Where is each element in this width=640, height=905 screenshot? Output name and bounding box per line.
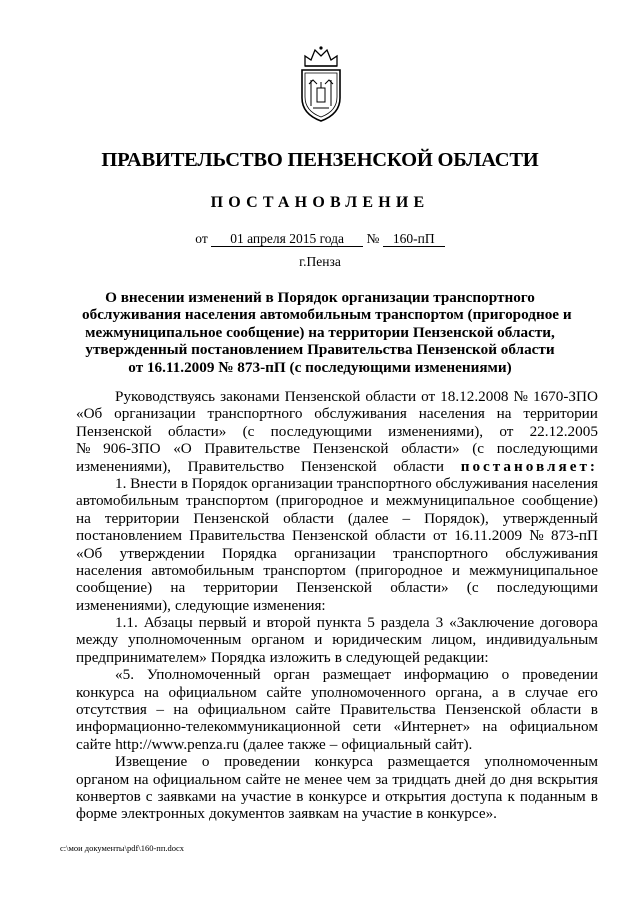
subject-line: О внесении изменений в Порядок организации транспортного (105, 289, 535, 306)
body-line: предпринимателем» Порядка изложить в следующей редакции: (76, 648, 489, 666)
body-line: населения автомобильным транспортом (пригородное и межмуниципальное (76, 561, 598, 579)
body-line: информационно-телекоммуникационной сети «Интернет» на официальном (76, 718, 598, 736)
organization-title: ПРАВИТЕЛЬСТВО ПЕНЗЕНСКОЙ ОБЛАСТИ (101, 149, 539, 171)
body-line: Извещение о проведении конкурса размещается уполномоченным (115, 753, 598, 771)
date-number-line (0, 231, 640, 247)
decree-keyword: постановляет: (460, 457, 598, 475)
document-body (76, 388, 598, 823)
body-line: между уполномоченным органом и юридическим лицом, индивидуальным (76, 631, 598, 649)
body-line: на территории Пензенской области (далее – Порядок), утвержденный (76, 509, 598, 527)
subject-line: межмуниципальное сообщение) на территории Пензенской области, (85, 323, 555, 341)
date-prefix: от (195, 231, 208, 246)
body-line: конвертов с заявками на участие в конкурсе и открытия доступа к поданным в (76, 787, 598, 805)
body-line: «Об утверждении Порядка организации транспортного обслуживания (76, 544, 598, 562)
body-line: «Об организации транспортного обслуживания населения на территории (76, 405, 598, 423)
body-line: «5. Уполномоченный орган размещает информацию о проведении (115, 666, 598, 684)
subject-line: утвержденный постановлением Правительства Пензенской области (85, 341, 555, 359)
body-line: № 906-ЗПО «О Правительстве Пензенской области» (с последующими (76, 440, 598, 458)
body-line: изменениями), Правительство Пензенской области постановляет: (76, 457, 598, 475)
body-line: форме электронных документов заявкам на участие в конкурсе». (76, 805, 497, 823)
body-line: 1.1. Абзацы первый и второй пункта 5 раздела 3 «Заключение договора (115, 614, 598, 632)
subject-line: от 16.11.2009 № 873-пП (с последующими изменениями) (128, 358, 512, 376)
body-line: сайте http://www.penza.ru (далее также – официальный сайт). (76, 735, 473, 753)
body-line: сообщение) на территории Пензенской области» (с последующими (76, 579, 598, 597)
number-prefix: № (366, 231, 380, 246)
file-path: c:\мои документы\pdf\160-пп.docx (60, 843, 185, 853)
body-line: 1. Внести в Порядок организации транспортного обслуживания населения (115, 474, 598, 492)
body-line: Руководствуясь законами Пензенской области от 18.12.2008 № 1670-ЗПО (115, 388, 598, 405)
body-line: постановлением Правительства Пензенской области от 16.11.2009 № 873-пП (76, 527, 598, 545)
body-line: отсутствия – на официальном сайте Правительства Пензенской области в (76, 701, 598, 719)
document-date: 01 апреля 2015 года (211, 231, 363, 247)
document-subject (82, 289, 572, 376)
subject-line: обслуживания населения автомобильным транспортом (пригородное и (82, 306, 572, 324)
body-line: конкурса на официальном сайте уполномоченного органа, а в случае его (76, 683, 598, 701)
city: г.Пенза (299, 254, 341, 269)
body-line: органом на официальном сайте не менее чем за тридцать дней до дня вскрытия (76, 770, 598, 788)
coat-of-arms-emblem (295, 44, 347, 124)
document-type: ПОСТАНОВЛЕНИЕ (210, 194, 430, 211)
document-number: 160-пП (383, 231, 445, 247)
body-line: Пензенской области» (с последующими изменениями), от 22.12.2005 (76, 422, 598, 440)
body-line: автомобильным транспортом (пригородное и межмуниципальное сообщение) (76, 492, 598, 510)
body-line: изменениями), следующие изменения: (76, 596, 326, 614)
